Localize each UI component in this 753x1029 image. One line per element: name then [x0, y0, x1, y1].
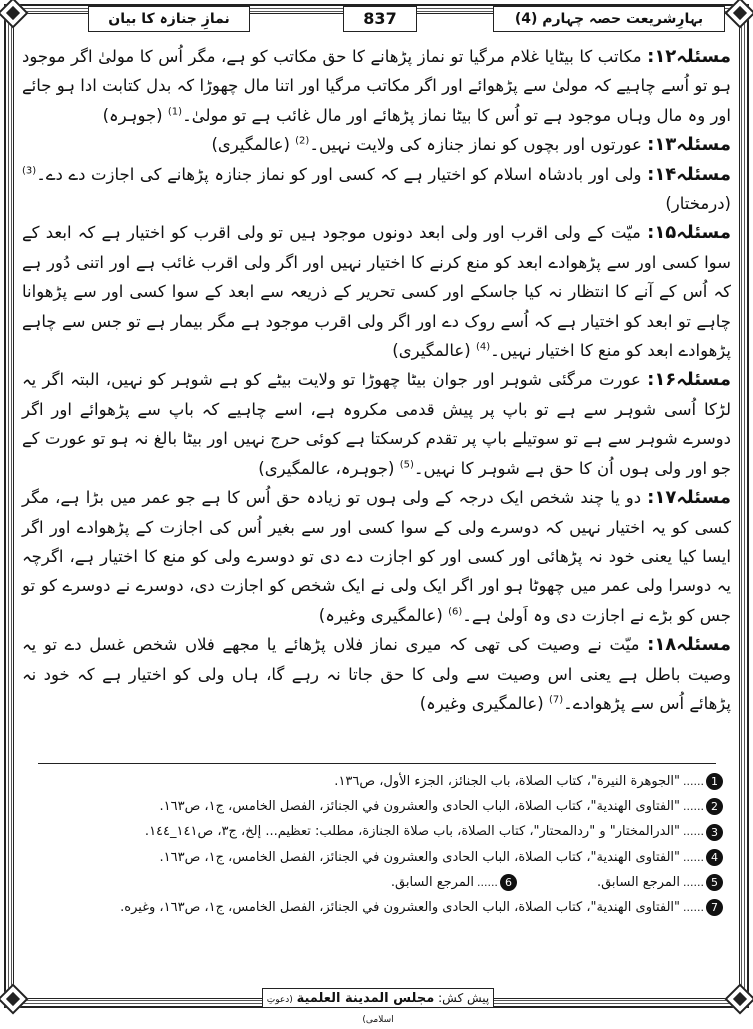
chapter-title: نمازِ جنازہ کا بیان	[88, 6, 250, 32]
footnote: 3 ...... "الدرالمختار" و "ردالمحتار"، كتاب الصلاة، باب صلاة الجنازة، مطلب: تعظيم... إلخ، ج٣، ص١٤١_١٤٤.	[30, 819, 723, 844]
main-text	[22, 42, 731, 718]
masala-paragraph	[22, 160, 731, 219]
publisher-name: مجلس المدينة العلمية	[296, 991, 435, 1006]
source-citation: (درمختار)	[665, 194, 731, 214]
masala-text: عورت مرگئی شوہر اور جوان بیٹا چھوڑا تو ولایت بیٹے کو ہے شوہر کو نہیں، البتہ اگر یہ لڑکا اُسی شوہر سے ہے تو باپ پر پیش قدمی مکروہ ہے، اسے چاہیے کہ باپ سے پڑھوائے اور اگر دوسرے شوہر سے ہے تو سوتیلے باپ پر تقدم کرسکتا ہے کوئی حرج نہیں اور بیٹا بالغ نہ ہو تو عورت کے جو اور ولی ہوں اُن کا حق ہے شوہر کا نہیں۔	[22, 370, 731, 478]
footnote-divider	[38, 763, 716, 764]
footnote-number: 1	[706, 773, 723, 790]
footnote: 4 ...... "الفتاوى الهندية"، كتاب الصلاة، الباب الحادى والعشرون في الجنائز، الفصل الخامس، ج١، ص١٦٣.	[30, 845, 723, 870]
masala-text: دو یا چند شخص ایک درجہ کے ولی ہوں تو زیادہ حق اُس کا ہے جو عمر میں بڑا ہے، مگر کسی کو یہ اختیار نہیں کہ دوسرے ولی کے سوا کسی اور سے بغیر اُس کی اجازت کے پڑھوادے اور اگر ایسا کیا یعنی خود نہ پڑھائی اور کسی اور کو اجازت دے دی تو دوسرے ولی کو منع کا اختیار ہے، اگرچہ یہ دوسرا ولی عمر میں چھوٹا ہو اور اگر ایک ولی نے ایک شخص کو اجازت دی، دوسرے نے دوسرے کو تو جس کو بڑے نے اجازت دی وہ اَولیٰ ہے۔	[22, 488, 731, 625]
page-number: 837	[343, 6, 417, 32]
footnote-text: "الفتاوى الهندية"، كتاب الصلاة، الباب الحادى والعشرون في الجنائز، الفصل الخامس، ج١، ص١٦٣، وغيره.	[120, 900, 681, 916]
footnote-ref[interactable]: (6)	[448, 606, 463, 618]
masala-label: مسئلہ۱۸:	[647, 634, 731, 656]
footnote-number: 4	[706, 849, 723, 866]
footnote-number: 5	[706, 874, 723, 891]
masala-label: مسئلہ۱۷:	[647, 487, 732, 509]
masala-paragraph	[22, 42, 731, 130]
masala-text: عورتوں اور بچوں کو نماز جنازہ کی ولایت نہیں۔	[309, 135, 642, 155]
footnote-ref[interactable]: (3)	[22, 165, 37, 177]
footnote-ref[interactable]: (4)	[475, 341, 491, 353]
book-title: بہارِشریعت حصہ چہارم (4)	[493, 6, 725, 32]
masala-text: میّت کے ولی اقرب اور ولی ابعد دونوں موجود ہیں تو ولی اقرب کو اختیار ہے کہ ابعد کے سوا کسی اور سے پڑھوادے ابعد کو منع کرنے کا اختیار نہیں اور اگر ولی اقرب غائب ہے اور اتنی دُور ہے کہ اُس کے آنے کا انتظار نہ کیا جاسکے اور کسی تحریر کے ذریعہ سے ابعد کے سوا کسی اور سے پڑھوانا چاہے تو ابعد کو اختیار ہے کہ اُسے روک دے اور اگر ولی اقرب موجود ہے مگر بیمار ہے تو جس سے چاہے پڑھوادے ابعد کو منع کا اختیار نہیں۔	[22, 223, 731, 361]
footnotes	[30, 769, 723, 920]
footnote: 7 ...... "الفتاوى الهندية"، كتاب الصلاة، الباب الحادى والعشرون في الجنائز، الفصل الخامس، ج١، ص١٦٣، وغيره.	[30, 895, 723, 920]
source-citation: (عالمگیری وغیرہ)	[318, 605, 443, 625]
masala-paragraph	[22, 365, 731, 483]
footnote-text: "الفتاوى الهندية"، كتاب الصلاة، الباب الحادى والعشرون في الجنائز، الفصل الخامس، ج١، ص١٦٣.	[159, 799, 681, 815]
footnote: 1 ...... "الجوهرة النيرة"، كتاب الصلاة، باب الجنائز، الجزء الأول، ص١٣٦.	[30, 769, 723, 794]
source-citation: (عالمگیری)	[392, 341, 471, 361]
masala-paragraph	[22, 630, 731, 718]
footer-prefix: پیش کش:	[438, 991, 490, 1005]
masala-label: مسئلہ۱۵:	[647, 222, 731, 244]
masala-text: مکاتب کا بیٹایا غلام مرگیا تو نماز پڑھانے کا حق مکاتب کو ہے، مگر اُس کا مولیٰ اگر موجود ہو تو اُسے چاہیے کہ مولیٰ سے پڑھوائے اور اگر مکاتب مرگیا اور اتنا مال چھوڑا کہ بدل کتابت ادا ہو جائے اور وہ مال وہاں موجود ہے تو اُس کا بیٹا نماز پڑھائے اور مال غائب ہے تو مولیٰ۔	[22, 47, 731, 125]
footnote-ref[interactable]: (7)	[548, 694, 564, 706]
masala-paragraph	[22, 483, 731, 630]
source-citation: (عالمگیری)	[211, 135, 290, 155]
masala-text: ولی اور بادشاہ اسلام کو اختیار ہے کہ کسی اور کو نماز جنازہ پڑھانے کی اجازت دے دے۔	[36, 164, 642, 184]
masala-label: مسئلہ۱۳:	[647, 134, 731, 156]
source-citation: (جوہرہ)	[102, 105, 163, 125]
footnote: 5 ...... المرجع السابق. 6 ...... المرجع السابق.	[30, 870, 723, 895]
masala-label: مسئلہ۱۴:	[647, 163, 731, 185]
source-citation: (عالمگیری وغیرہ)	[419, 693, 544, 713]
footnote-text: المرجع السابق.	[596, 874, 681, 890]
source-citation: (جوہرہ، عالمگیری)	[258, 458, 395, 478]
footnote-text: "الجوهرة النيرة"، كتاب الصلاة، باب الجنائز، الجزء الأول، ص١٣٦.	[334, 774, 681, 789]
masala-label: مسئلہ۱۶:	[647, 369, 731, 391]
footnote-ref[interactable]: (5)	[399, 459, 414, 471]
masala-text: میّت نے وصیت کی تھی کہ میری نماز فلاں پڑھائے یا مجھے فلاں شخص غسل دے تو یہ وصیت باطل ہے یعنی اس وصیت سے ولی کا حق جاتا نہ رہے گا، ہاں ولی کو اختیار ہے کہ خود نہ پڑھائے اُس سے پڑھوادے۔	[22, 635, 731, 713]
footnote-number: 6	[500, 874, 517, 891]
masala-paragraph	[22, 130, 731, 159]
footnote-text: "الفتاوى الهندية"، كتاب الصلاة، الباب الحادى والعشرون في الجنائز، الفصل الخامس، ج١، ص١٦٣.	[159, 849, 681, 865]
footnote-text: المرجع السابق.	[390, 874, 474, 890]
footnote: 2 ...... "الفتاوى الهندية"، كتاب الصلاة، الباب الحادى والعشرون في الجنائز، الفصل الخامس، ج١، ص١٦٣.	[30, 794, 723, 819]
footnote-text: "الدرالمختار" و "ردالمحتار"، كتاب الصلاة، باب صلاة الجنازة، مطلب: تعظيم... إلخ، ج٣، ص١٤١_١٤٤.	[144, 824, 681, 840]
publisher-footer	[262, 988, 494, 1025]
footnote-number: 7	[706, 899, 723, 916]
footnote-ref[interactable]: (1)	[167, 106, 183, 118]
footnote-number: 2	[706, 798, 723, 815]
footnote-number: 3	[706, 824, 723, 841]
masala-paragraph	[22, 218, 731, 365]
page-header	[20, 4, 733, 32]
footnote-ref[interactable]: (2)	[295, 135, 310, 147]
publisher-sub: (دعوتِ اسلامی)	[266, 995, 394, 1025]
masala-label: مسئلہ۱۲:	[647, 46, 731, 67]
